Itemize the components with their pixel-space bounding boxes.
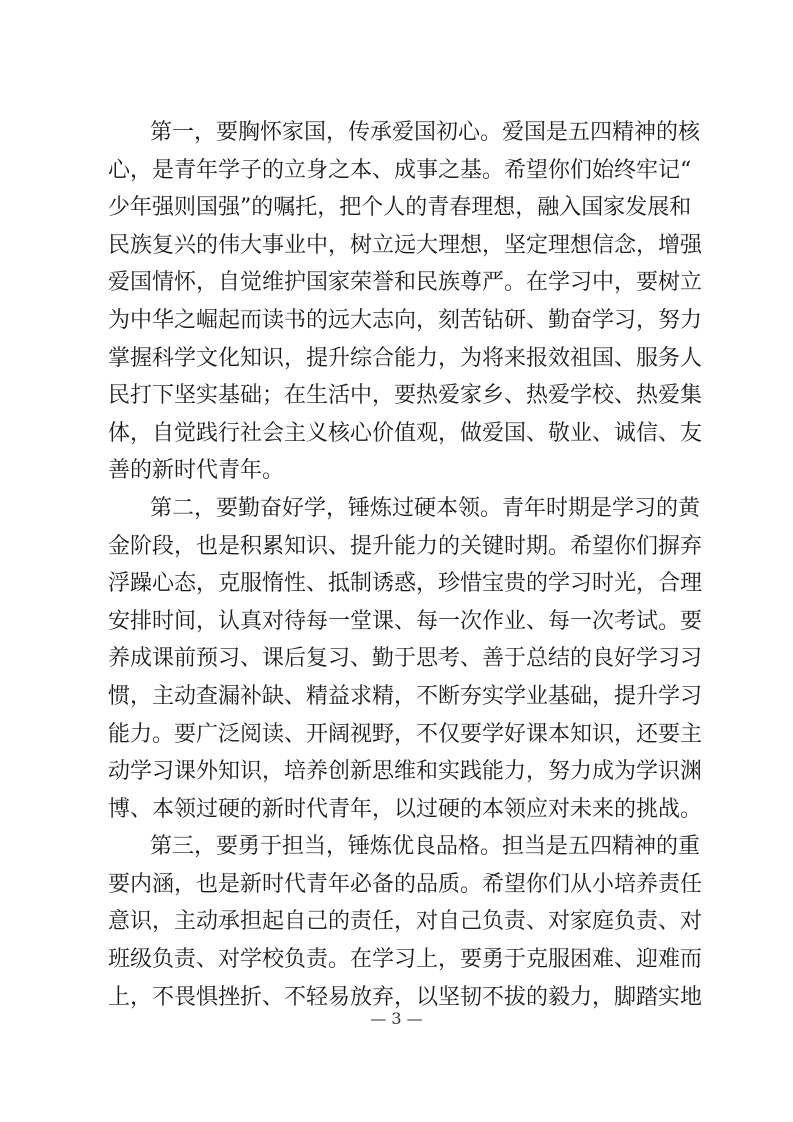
text-line: 心，是青年学子的立身之本、成事之基。希望你们始终牢记“ (108, 157, 692, 183)
text-line: 惯，主动查漏补缺、精益求精，不断夯实学业基础，提升学习 (108, 683, 703, 709)
text-line: 动学习课外知识，培养创新思维和实践能力，努力成为学识渊 (108, 759, 703, 785)
text-line: 浮躁心态，克服惰性、抵制诱惑，珍惜宝贵的学习时光，合理 (108, 571, 703, 597)
page-number: — 3 — (370, 1009, 423, 1028)
text-line: 上，不畏惧挫折、不轻易放弃，以坚韧不拔的毅力，脚踏实地 (108, 984, 703, 1010)
text-line: 体，自觉践行社会主义核心价值观，做爱国、敬业、诚信、友 (108, 420, 703, 446)
text-line: 安排时间，认真对待每一堂课、每一次作业、每一次考试。要 (108, 608, 703, 634)
paragraph-3 (108, 828, 703, 1016)
text-line: 能力。要广泛阅读、开阔视野，不仅要学好课本知识，还要主 (108, 721, 703, 747)
text-line: 少年强则国强”的嘱托，把个人的青春理想，融入国家发展和 (108, 195, 692, 221)
text-line: 民族复兴的伟大事业中，树立远大理想，坚定理想信念，增强 (108, 232, 703, 258)
text-line: 意识，主动承担起自己的责任，对自己负责、对家庭负责、对 (108, 909, 703, 935)
paragraph-1 (108, 114, 703, 490)
text-line: 掌握科学文化知识，提升综合能力，为将来报效祖国、服务人 (108, 345, 703, 371)
text-line: 要内涵，也是新时代青年必备的品质。希望你们从小培养责任 (108, 871, 703, 897)
paragraph-2 (108, 490, 703, 828)
text-line: 为中华之崛起而读书的远大志向，刻苦钻研、勤奋学习，努力 (108, 307, 703, 333)
text-line: 爱国情怀，自觉维护国家荣誉和民族尊严。在学习中，要树立 (108, 270, 703, 296)
text-line: 金阶段，也是积累知识、提升能力的关键时期。希望你们摒弃 (108, 533, 703, 559)
text-line: 民打下坚实基础；在生活中，要热爱家乡、热爱学校、热爱集 (108, 383, 703, 409)
text-line: 善的新时代青年。 (108, 458, 285, 484)
text-line: 养成课前预习、课后复习、勤于思考、善于总结的良好学习习 (108, 646, 703, 672)
text-line: 第二，要勤奋好学，锤炼过硬本领。青年时期是学习的黄 (150, 495, 701, 521)
text-line: 博、本领过硬的新时代青年，以过硬的本领应对未来的挑战。 (108, 796, 703, 822)
text-line: 班级负责、对学校负责。在学习上，要勇于克服困难、迎难而 (108, 947, 703, 973)
text-line: 第三，要勇于担当，锤炼优良品格。担当是五四精神的重 (150, 834, 701, 860)
document-body (108, 114, 703, 1016)
text-line: 第一，要胸怀家国，传承爱国初心。爱国是五四精神的核 (150, 120, 701, 145)
